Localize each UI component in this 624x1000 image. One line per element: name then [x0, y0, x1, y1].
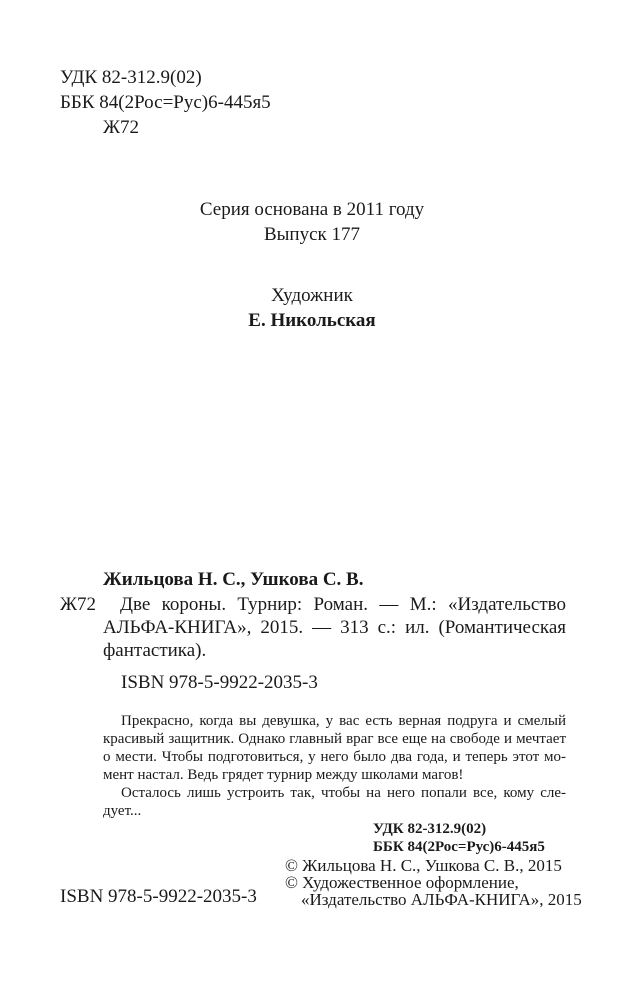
annotation-line-2: красивый защитник. Однако главный враг все еще на свободе и мечтает [103, 731, 566, 747]
series-founded: Серия основана в 2011 году [199, 199, 425, 220]
copyright-design: © Художественное оформление, [285, 873, 519, 892]
annotation-line-5: Осталось лишь устроить так, чтобы на него попали все, кому сле- [121, 785, 566, 801]
author-mark-top: Ж72 [103, 117, 140, 138]
annotation-line-3: о мести. Чтобы подготовиться, у него было два года, и теперь этот мо- [103, 749, 566, 765]
annotation-line-4: мент настал. Ведь грядет турнир между школами магов! [103, 767, 464, 783]
artist-name: Е. Никольская [248, 310, 376, 331]
bib-authors: Жильцова Н. С., Ушкова С. В. [103, 569, 364, 590]
bbk-annotation: ББК 84(2Рос=Рус)6-445я5 [373, 839, 545, 855]
annotation-line-1: Прекрасно, когда вы девушка, у вас есть верная подруга и смелый [121, 713, 566, 729]
bib-line-1: Две короны. Турнир: Роман. — М.: «Издательство [120, 594, 566, 615]
bib-isbn: ISBN 978-5-9922-2035-3 [121, 672, 318, 693]
series-issue: Выпуск 177 [263, 224, 361, 245]
bib-line-2: АЛЬФА-КНИГА», 2015. — 313 с.: ил. (Романтическая [103, 617, 566, 638]
annotation-line-6: дует... [103, 803, 142, 819]
bib-mark: Ж72 [60, 594, 97, 615]
copyright-publisher: «Издательство АЛЬФА-КНИГА», 2015 [301, 890, 582, 909]
udk-annotation: УДК 82-312.9(02) [373, 821, 487, 837]
bbk-top: ББК 84(2Рос=Рус)6-445я5 [60, 92, 271, 113]
udk-top: УДК 82-312.9(02) [60, 67, 202, 88]
artist-label: Художник [271, 285, 353, 306]
bib-line-3: фантастика). [103, 640, 207, 661]
isbn-footer: ISBN 978-5-9922-2035-3 [60, 886, 257, 907]
copyright-authors: © Жильцова Н. С., Ушкова С. В., 2015 [285, 856, 562, 875]
